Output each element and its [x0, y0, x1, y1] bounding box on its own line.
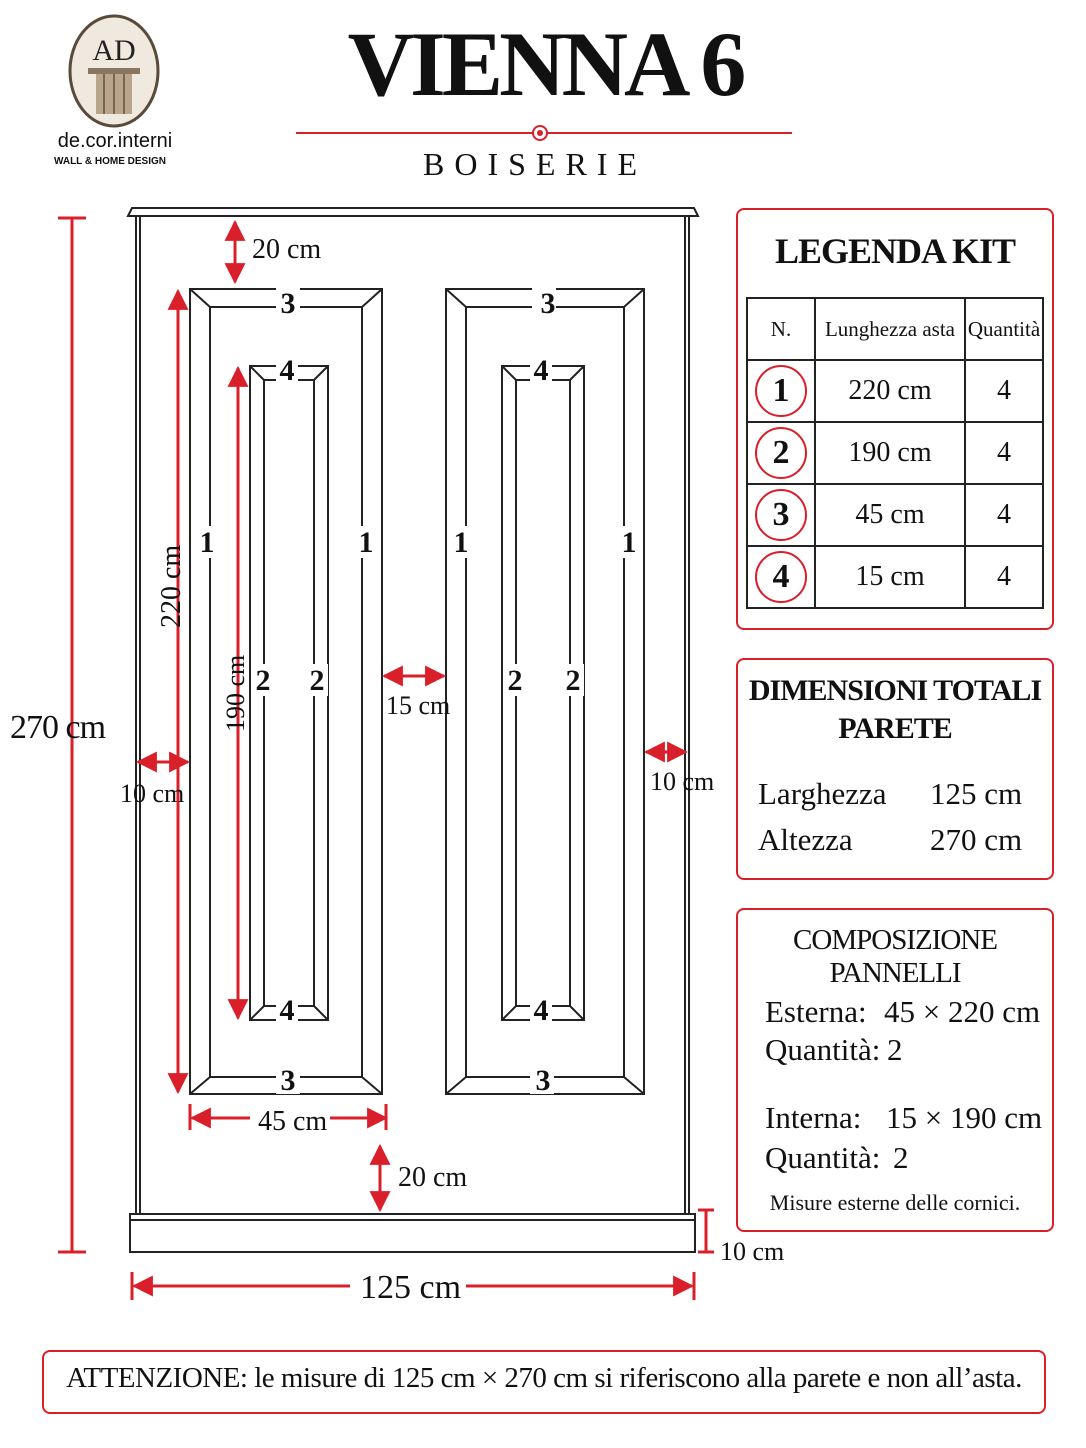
legend-header-row [747, 298, 1043, 360]
legend-row [747, 422, 1043, 484]
right-outer-frame [446, 289, 644, 1094]
page-subtitle: BOISERIE [423, 146, 647, 182]
piece-number-3: 3 [535, 1064, 551, 1097]
legend-length: 190 cm [815, 422, 965, 484]
piece-number-2: 2 [565, 664, 581, 697]
legend-number-badge: 4 [755, 551, 807, 603]
outer-qty: 2 [887, 1032, 903, 1067]
brand-name: de.cor.interni [57, 130, 173, 152]
legend-title: LEGENDA KIT [774, 231, 1016, 271]
dimensions-title-line2: PARETE [838, 712, 952, 745]
legend-row [747, 484, 1043, 546]
left-outer-frame [190, 289, 382, 1094]
legend-table [746, 297, 1044, 609]
composition-note: Misure esterne delle cornici. [769, 1190, 1021, 1215]
composition-title: COMPOSIZIONE PANNELLI [793, 924, 997, 989]
warning-label: ATTENZIONE: [66, 1362, 248, 1394]
label-bottom-margin: 20 cm [398, 1162, 468, 1193]
legend-length: 45 cm [815, 484, 965, 546]
legend-qty: 4 [965, 546, 1043, 608]
piece-number-4: 4 [279, 354, 295, 387]
piece-number-4: 4 [279, 994, 295, 1027]
legend-header-n: N. [747, 298, 815, 360]
dimensions-title [736, 672, 1054, 748]
legend-row [747, 546, 1043, 608]
warning-text [42, 1362, 1046, 1395]
height-value: 270 cm [930, 822, 1023, 857]
outer-qty-label: Quantità: [765, 1032, 881, 1067]
logo-monogram: AD [92, 34, 136, 67]
legend-qty: 4 [965, 422, 1043, 484]
piece-number-1: 1 [453, 526, 469, 559]
piece-number-2: 2 [255, 664, 271, 697]
legend-header-length: Lunghezza asta [815, 298, 965, 360]
inner-qty: 2 [893, 1140, 909, 1175]
piece-number-3: 3 [540, 287, 556, 320]
label-left-margin: 10 cm [120, 779, 185, 808]
piece-number-2: 2 [309, 664, 325, 697]
piece-number-3: 3 [280, 1064, 296, 1097]
legend-qty: 4 [965, 484, 1043, 546]
wall-outline [128, 208, 698, 1252]
inner-label: Interna: [765, 1100, 862, 1135]
legend-length: 220 cm [815, 360, 965, 422]
label-outer-width: 45 cm [258, 1106, 328, 1137]
piece-number-4: 4 [533, 354, 549, 387]
label-outer-height: 220 cm [156, 544, 187, 628]
legend-row [747, 360, 1043, 422]
label-panel-gap: 15 cm [386, 691, 451, 720]
label-total-width: 125 cm [360, 1269, 462, 1306]
legend-number-badge: 3 [755, 489, 807, 541]
piece-number-3: 3 [280, 287, 296, 320]
piece-number-1: 1 [199, 526, 215, 559]
width-value: 125 cm [930, 776, 1023, 811]
inner-value: 15 × 190 cm [886, 1100, 1043, 1135]
piece-number-1: 1 [358, 526, 374, 559]
brand-tagline: WALL & HOME DESIGN [53, 156, 167, 167]
label-inner-height: 190 cm [221, 654, 250, 732]
label-top-margin: 20 cm [252, 234, 322, 265]
outer-label: Esterna: [765, 994, 867, 1029]
label-right-margin: 10 cm [650, 767, 715, 796]
piece-number-1: 1 [621, 526, 637, 559]
outer-value: 45 × 220 cm [884, 994, 1041, 1029]
height-label: Altezza [758, 822, 853, 857]
piece-number-4: 4 [533, 994, 549, 1027]
piece-number-2: 2 [507, 664, 523, 697]
warning-body: le misure di 125 cm × 270 cm si riferiscono alla parete e non all’asta. [247, 1362, 1022, 1394]
legend-qty: 4 [965, 360, 1043, 422]
label-total-height: 270 cm [10, 709, 106, 746]
dimensions-title-line1: DIMENSIONI TOTALI [748, 674, 1042, 707]
legend-header-qty: Quantità [965, 298, 1043, 360]
label-baseboard: 10 cm [720, 1237, 785, 1266]
legend-number-badge: 1 [755, 365, 807, 417]
legend-length: 15 cm [815, 546, 965, 608]
legend-number-badge: 2 [755, 427, 807, 479]
page-title: VIENNA 6 [347, 13, 743, 115]
inner-qty-label: Quantità: [765, 1140, 881, 1175]
width-label: Larghezza [758, 776, 887, 811]
